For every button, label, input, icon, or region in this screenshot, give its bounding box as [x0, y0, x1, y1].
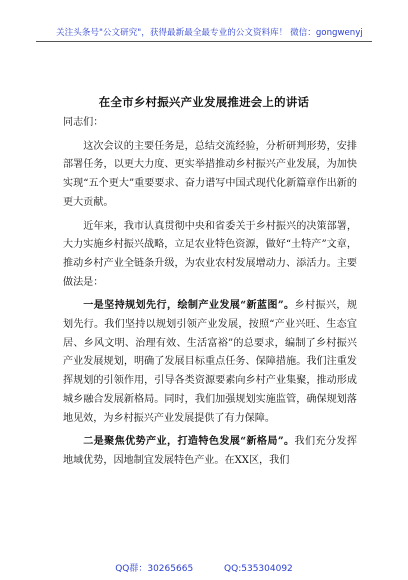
footer-contact: [0, 561, 408, 574]
paragraph-3: [63, 297, 357, 428]
paragraph-4-body: 我们充分发挥地域优势，因地制宜发展特色产业。在XX区，我们: [63, 436, 357, 466]
paragraph-1: 这次会议的主要任务是，总结交流经验，分析研判形势，安排部署任务，以更大力度、更实举措推动乡村振兴产业发展，为加快实现“五个更大”重要要求、奋力谱写中国式现代化新篇章作出新的更大贡献。: [63, 140, 357, 208]
document-title: 在全市乡村振兴产业发展推进会上的讲话: [98, 95, 310, 109]
footer-qq-number: QQ:535304092: [224, 564, 293, 574]
paragraph-4: [63, 433, 357, 470]
paragraph-3-body: 乡村振兴，规划先行。我们坚持以规划引领产业发展，按照“产业兴旺、生态宜居、乡风文明、治理有效、生活富裕”的总要求，编制了乡村振兴产业发展规划，明确了发展目标重点任务、保障措施。我们注重发挥规划的引领作用，引导各类资源要素向乡村产业集聚，推动形成城乡融合发展新格局。同时，我们加强规划实施监管，确保规划落地见效，为乡村振兴产业发展提供了有力保障。: [63, 300, 357, 424]
footer-qq-group: QQ群：30265665: [115, 564, 194, 574]
salutation: 同志们：: [63, 117, 104, 128]
header-notice: 关注头条号"公文研究"，获得最新最全最专业的公文资料库！ 微信：gongwenyj: [56, 28, 363, 38]
paragraph-4-heading: 二是聚焦优势产业，打造特色发展“新格局”。: [83, 436, 295, 448]
paragraph-3-heading: 一是坚持规划先行，绘制产业发展“新蓝图”。: [83, 300, 295, 312]
document-body: [63, 114, 357, 476]
paragraph-2: 近年来，我市认真贯彻中央和省委关于乡村振兴的决策部署，大力实施乡村振兴战略，立足农业特色资源，做好“土特产”文章，推动乡村产业全链条升级，为农业农村发展增动力、添活力。主要做法是：: [63, 220, 357, 288]
header-divider: [36, 41, 372, 42]
